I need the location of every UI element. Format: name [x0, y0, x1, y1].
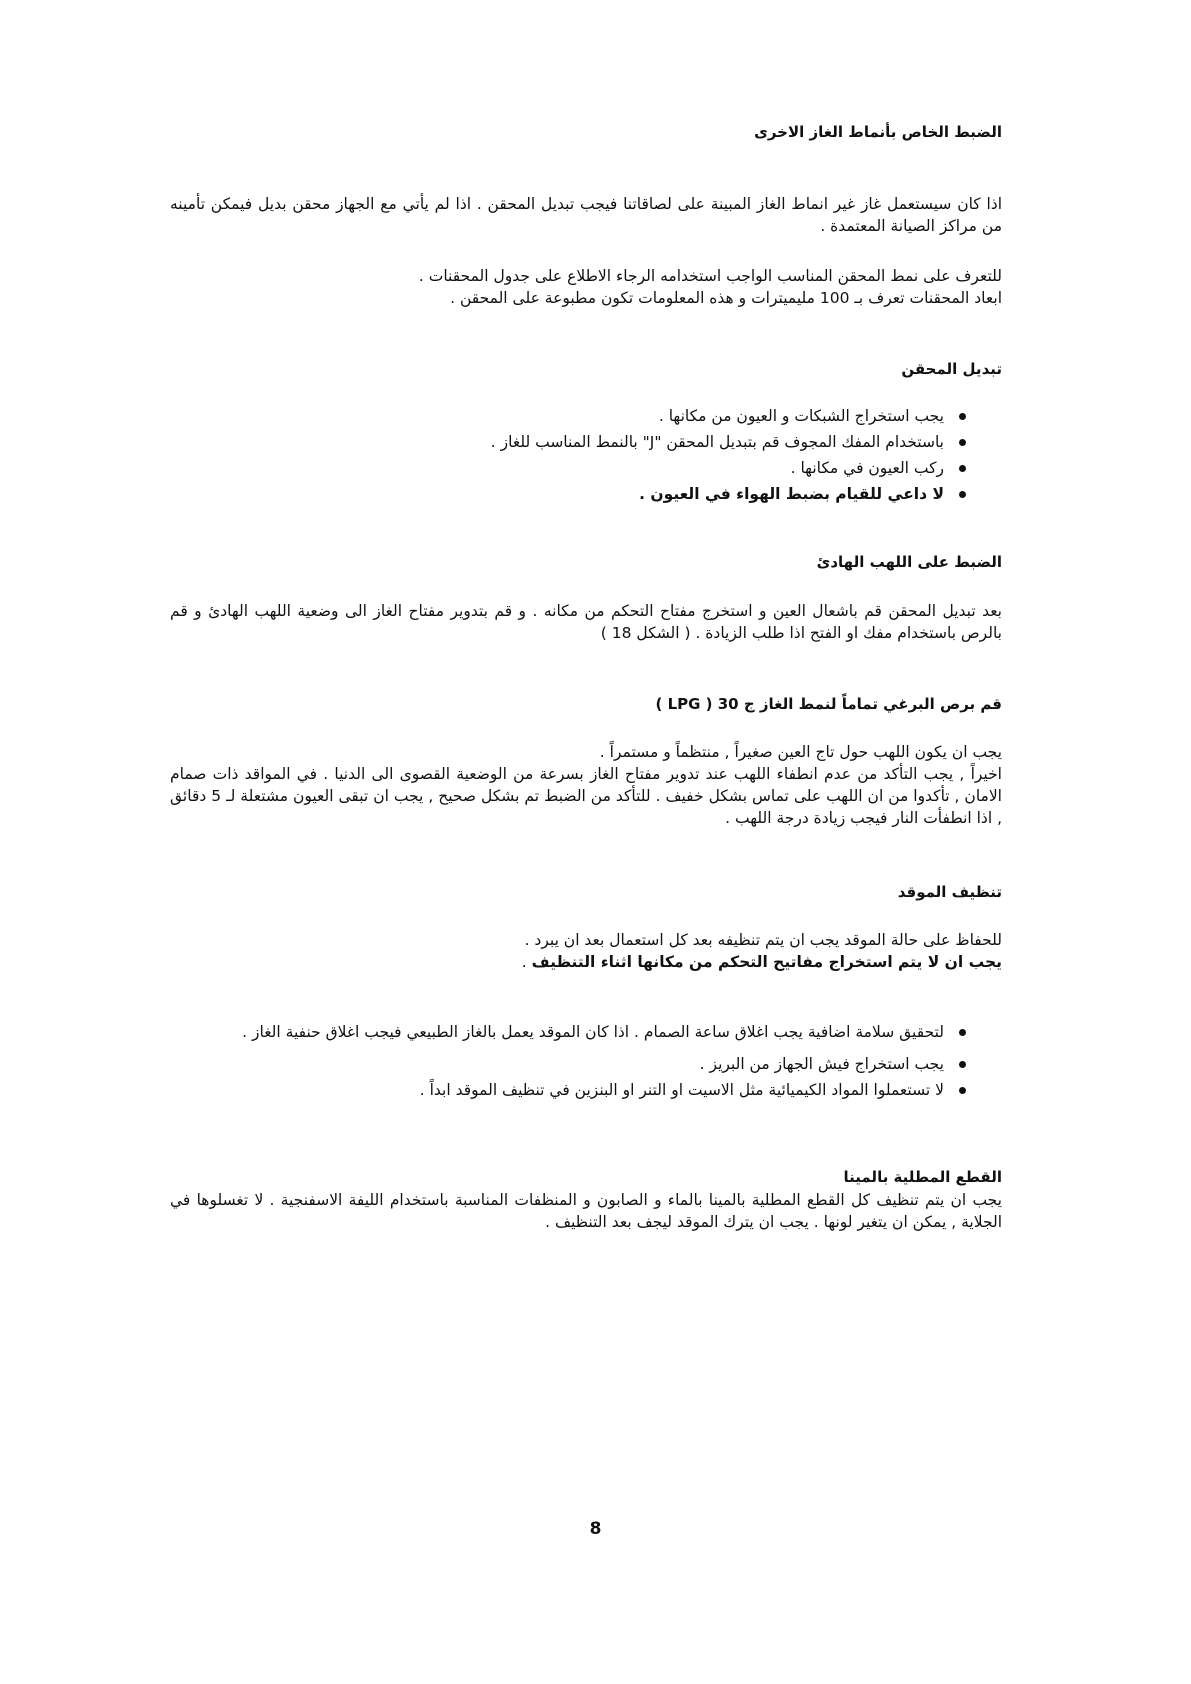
injector-table-line: للتعرف على نمط المحقن المناسب الواجب استخدامه الرجاء الاطلاع على جدول المحقنات .: [418, 267, 1002, 285]
list-item: ركب العيون في مكانها .: [170, 457, 1002, 479]
cleaning-list-block: [170, 1021, 1002, 1107]
bullet-icon: [959, 465, 966, 472]
low-flame-paragraph: [170, 600, 1002, 644]
list-item: لا داعي للقيام بضبط الهواء في العيون .: [170, 483, 1002, 505]
list-item: يجب استخراج فيش الجهاز من البريز .: [170, 1053, 1002, 1075]
cleaning-warning-line: [170, 951, 1002, 973]
cleaning-list: [170, 1021, 1002, 1101]
other-gas-paragraph: [170, 193, 1002, 237]
low-flame-text: بعد تبديل المحقن قم باشعال العين و استخرج مفتاح التحكم من مكانه . و قم بتدوير مفتاح الغاز الى وضعية اللهب الهادئ و قم بالرص باستخدام مفك او الفتح اذا طلب الزيادة . ( الشكل 18 ): [170, 602, 1002, 642]
page-number: 8: [589, 1519, 602, 1539]
bullet-icon: [959, 1029, 966, 1036]
bullet-icon: [959, 439, 966, 446]
bullet-icon: [959, 491, 966, 498]
enamel-text: يجب ان يتم تنظيف كل القطع المطلية بالمينا بالماء و الصابون و المنظفات المناسبة باستخدام الليفة الاسفنجية . لا تغسلوها في الجلاية , يمكن ان يتغير لونها . يجب ان يترك الموقد ليجف بعد التنظيف .: [170, 1191, 1002, 1231]
injector-change-list-block: [170, 405, 1002, 511]
document-page: [170, 0, 1002, 1684]
enamel-paragraph: [170, 1189, 1002, 1233]
list-item: يجب استخراج الشبكات و العيون من مكانها .: [170, 405, 1002, 427]
heading-lpg-screw: قم برص البرغي تماماً لنمط الغاز ج 30 ( LPG ): [655, 695, 1002, 713]
bullet-icon: [959, 1061, 966, 1068]
other-gas-text: اذا كان سيستعمل غاز غير انماط الغاز المبينة على لصاقاتنا فيجب تبديل المحقن . اذا لم يأتي مع الجهاز محقن بديل فيمكن تأمينه من مراكز الصيانة المعتمدة .: [170, 195, 1002, 235]
cleaning-line: للحفاظ على حالة الموقد يجب ان يتم تنظيفه بعد كل استعمال بعد ان يبرد .: [524, 931, 1002, 949]
bullet-icon: [959, 413, 966, 420]
cleaning-intro: [170, 929, 1002, 973]
injector-dimensions-line: ابعاد المحقنات تعرف بـ 100 مليميترات و هذه المعلومات تكون مطبوعة على المحقن .: [450, 289, 1002, 307]
list-item: لا تستعملوا المواد الكيميائية مثل الاسيت او التنر او البنزين في تنظيف الموقد ابداً .: [170, 1079, 1002, 1101]
lpg-safety-text: اخيراً , يجب التأكد من عدم انطفاء اللهب عند تدوير مفتاح الغاز بسرعة من الوضعية القصوى الى الدنيا . في المواقد ذات صمام الامان , تأكدوا من ان اللهب على تماس بشكل خفيف . للتأكد من الضبط تم بشكل صحيح , يجب ان تبقى العيون مشتعلة لـ 5 دقائق , اذا انطفأت النار فيجب زيادة درجة اللهب .: [170, 765, 1002, 827]
lpg-paragraph: [170, 741, 1002, 829]
heading-cleaning: تنظيف الموقد: [897, 883, 1002, 901]
list-item: لتحقيق سلامة اضافية يجب اغلاق ساعة الصمام . اذا كان الموقد يعمل بالغاز الطبيعي فيجب اغلاق حنفية الغاز .: [170, 1021, 1002, 1043]
injector-table-note: [170, 265, 1002, 309]
heading-enamel-parts: القطع المطلية بالمينا: [843, 1168, 1002, 1186]
heading-injector-change: تبديل المحقن: [901, 360, 1002, 378]
heading-other-gas-settings: الضبط الخاص بأنماط الغاز الاخرى: [754, 123, 1002, 141]
list-item: باستخدام المفك المجوف قم بتبديل المحقن "J" بالنمط المناسب للغاز .: [170, 431, 1002, 453]
injector-change-list: [170, 405, 1002, 505]
heading-low-flame: الضبط على اللهب الهادئ: [816, 553, 1002, 571]
lpg-flame-line: يجب ان يكون اللهب حول تاج العين صغيراً , منتظماً و مستمراً .: [599, 743, 1002, 761]
bullet-icon: [959, 1087, 966, 1094]
cleaning-warning-end: .: [521, 953, 532, 971]
cleaning-warning-bold: يجب ان لا يتم استخراج مفاتيح التحكم من مكانها اثناء التنظيف: [531, 953, 1002, 971]
